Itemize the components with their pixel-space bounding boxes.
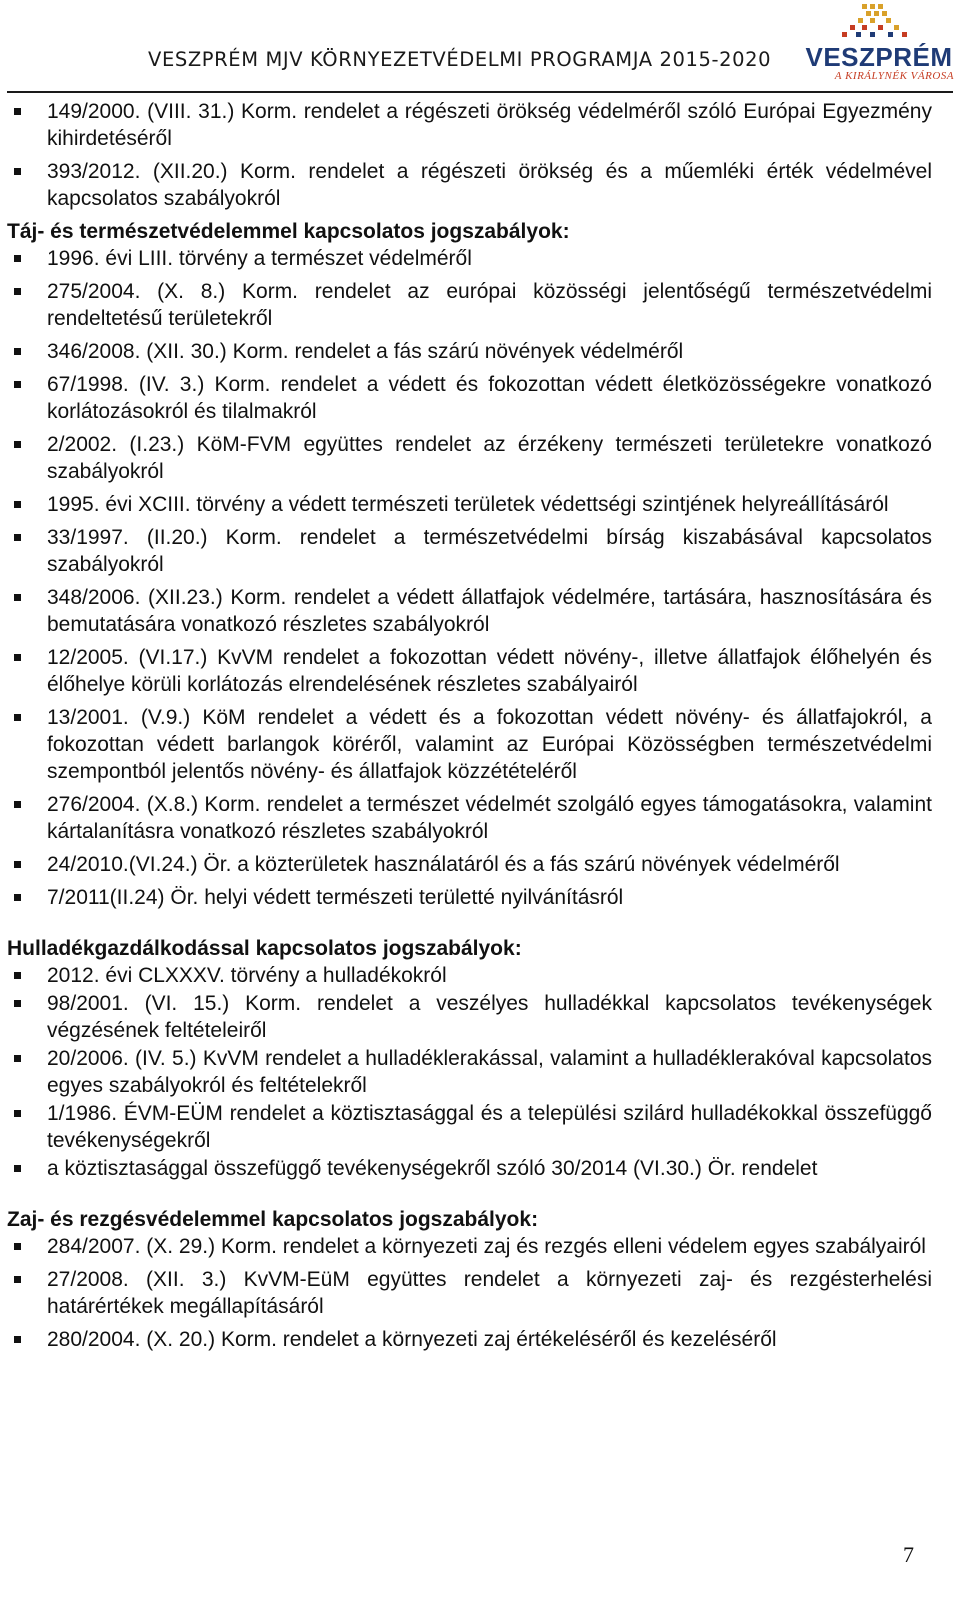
header-divider [7,91,953,93]
square-bullet-icon [14,1276,21,1283]
list-item-text: 2012. évi CLXXXV. törvény a hulladékokról [47,964,447,987]
square-bullet-icon [14,168,21,175]
list-item [7,1100,932,1154]
law-list [7,962,932,1182]
law-list [7,1233,932,1353]
list-item-text: 284/2007. (X. 29.) Korm. rendelet a környezeti zaj és rezgés elleni védelem egyes szabályairól [47,1235,926,1258]
list-item [7,491,932,518]
list-item [7,98,932,152]
list-item-text: 13/2001. (V.9.) KöM rendelet a védett és a fokozottan védett növény- és állatfajokról, a fokozottan védett barlangok köréről, valamint az Európai Közösségben természetvédelmi szempontból jelentős növény- és állatfajok közzétételéről [47,706,932,783]
square-bullet-icon [14,1336,21,1343]
page-number: 7 [903,1542,914,1567]
square-bullet-icon [14,1055,21,1062]
list-item-text: 149/2000. (VIII. 31.) Korm. rendelet a régészeti örökség védelméről szóló Európai Egyezmény kihirdetéséről [47,100,932,150]
list-item-text: 1996. évi LIII. törvény a természet védelméről [47,247,472,270]
law-list [7,98,932,212]
list-item [7,791,932,845]
square-bullet-icon [14,594,21,601]
square-bullet-icon [14,1000,21,1007]
list-item-text: 98/2001. (VI. 15.) Korm. rendelet a veszélyes hulladékkal kapcsolatos tevékenységek végzésének feltételeiről [47,992,932,1042]
list-item-text: 346/2008. (XII. 30.) Korm. rendelet a fás szárú növények védelméről [47,340,684,363]
list-item [7,884,932,911]
list-item [7,644,932,698]
square-bullet-icon [14,714,21,721]
list-item-text: 27/2008. (XII. 3.) KvVM-EüM együttes rendelet a környezeti zaj- és rezgésterhelési határértékek megállapításáról [47,1268,932,1318]
square-bullet-icon [14,894,21,901]
list-item-text: 348/2006. (XII.23.) Korm. rendelet a védett állatfajok védelmére, tartására, hasznosítására és bemutatására vonatkozó részletes szabályokról [47,586,932,636]
list-item-text: 7/2011(II.24) Ör. helyi védett természeti területté nyilvánításról [47,886,624,909]
section-heading: Zaj- és rezgésvédelemmel kapcsolatos jogszabályok: [7,1208,539,1231]
list-item-text: 33/1997. (II.20.) Korm. rendelet a természetvédelmi bírság kiszabásával kapcsolatos szabályokról [47,526,932,576]
list-item [7,245,932,272]
list-item-text: 20/2006. (IV. 5.) KvVM rendelet a hulladéklerakással, valamint a hulladéklerakóval kapcsolatos egyes szabályokról és feltételekről [47,1047,932,1097]
list-item-text: 275/2004. (X. 8.) Korm. rendelet az európai közösségi jelentőségű természetvédelmi rendeltetésű területekről [47,280,932,330]
square-bullet-icon [14,654,21,661]
list-item [7,1155,932,1182]
castle-crown-icon [804,2,954,44]
section-nature-protection [7,218,932,911]
square-bullet-icon [14,1165,21,1172]
list-item [7,704,932,785]
square-bullet-icon [14,381,21,388]
list-item [7,338,932,365]
list-item-text: 2/2002. (I.23.) KöM-FVM együttes rendelet az érzékeny természeti területekre vonatkozó szabályokról [47,433,932,483]
list-item [7,1326,932,1353]
list-item [7,962,932,989]
list-item [7,1045,932,1099]
square-bullet-icon [14,108,21,115]
section-noise-vibration [7,1206,932,1353]
page-header [0,0,960,96]
list-item-text: 276/2004. (X.8.) Korm. rendelet a természet védelmét szolgáló egyes támogatásokra, valamint kártalanításra vonatkozó részletes szabályokról [47,793,932,843]
logo-wordmark: VESZPRÉM [805,42,953,72]
list-item-text: 393/2012. (XII.20.) Korm. rendelet a régészeti örökség és a műemléki érték védelmével kapcsolatos szabályokról [47,160,932,210]
square-bullet-icon [14,1243,21,1250]
law-list [7,245,932,911]
section-heading: Hulladékgazdálkodással kapcsolatos jogszabályok: [7,937,522,960]
list-item [7,524,932,578]
square-bullet-icon [14,534,21,541]
list-item-text: 1/1986. ÉVM-EÜM rendelet a köztisztasággal és a települési szilárd hulladékokkal összefüggő tevékenységekről [47,1102,932,1152]
square-bullet-icon [14,255,21,262]
list-item [7,1266,932,1320]
list-item [7,278,932,332]
square-bullet-icon [14,501,21,508]
list-item [7,1233,932,1260]
document-title: VESZPRÉM MJV KÖRNYEZETVÉDELMI PROGRAMJA 2015-2020 [148,48,772,71]
list-item [7,990,932,1044]
list-item-text: 24/2010.(VI.24.) Ör. a közterületek használatáról és a fás szárú növények védelméről [47,853,840,876]
square-bullet-icon [14,348,21,355]
section-heritage [7,98,932,212]
square-bullet-icon [14,288,21,295]
list-item [7,431,932,485]
square-bullet-icon [14,1110,21,1117]
square-bullet-icon [14,441,21,448]
square-bullet-icon [14,861,21,868]
square-bullet-icon [14,801,21,808]
list-item-text: 12/2005. (VI.17.) KvVM rendelet a fokozottan védett növény-, illetve állatfajok élőhelyén és élőhelye körüli korlátozás elrendelésének részletes szabályairól [47,646,932,696]
section-waste-management [7,935,932,1182]
section-heading: Táj- és természetvédelemmel kapcsolatos jogszabályok: [7,220,570,243]
logo-tagline: A KIRÁLYNÉK VÁROSA [834,70,954,82]
list-item [7,158,932,212]
list-item [7,584,932,638]
list-item [7,851,932,878]
list-item-text: 1995. évi XCIII. törvény a védett természeti területek védettségi szintjének helyreállításáról [47,493,889,516]
list-item-text: 67/1998. (IV. 3.) Korm. rendelet a védett és fokozottan védett életközösségekre vonatkozó korlátozásokról és tilalmakról [47,373,932,423]
document-body [7,98,932,1359]
list-item [7,371,932,425]
list-item-text: 280/2004. (X. 20.) Korm. rendelet a környezeti zaj értékeléséről és kezeléséről [47,1328,777,1351]
list-item-text: a köztisztasággal összefüggő tevékenységekről szóló 30/2014 (VI.30.) Ör. rendelet [47,1157,818,1180]
veszprem-logo [804,2,954,88]
square-bullet-icon [14,972,21,979]
